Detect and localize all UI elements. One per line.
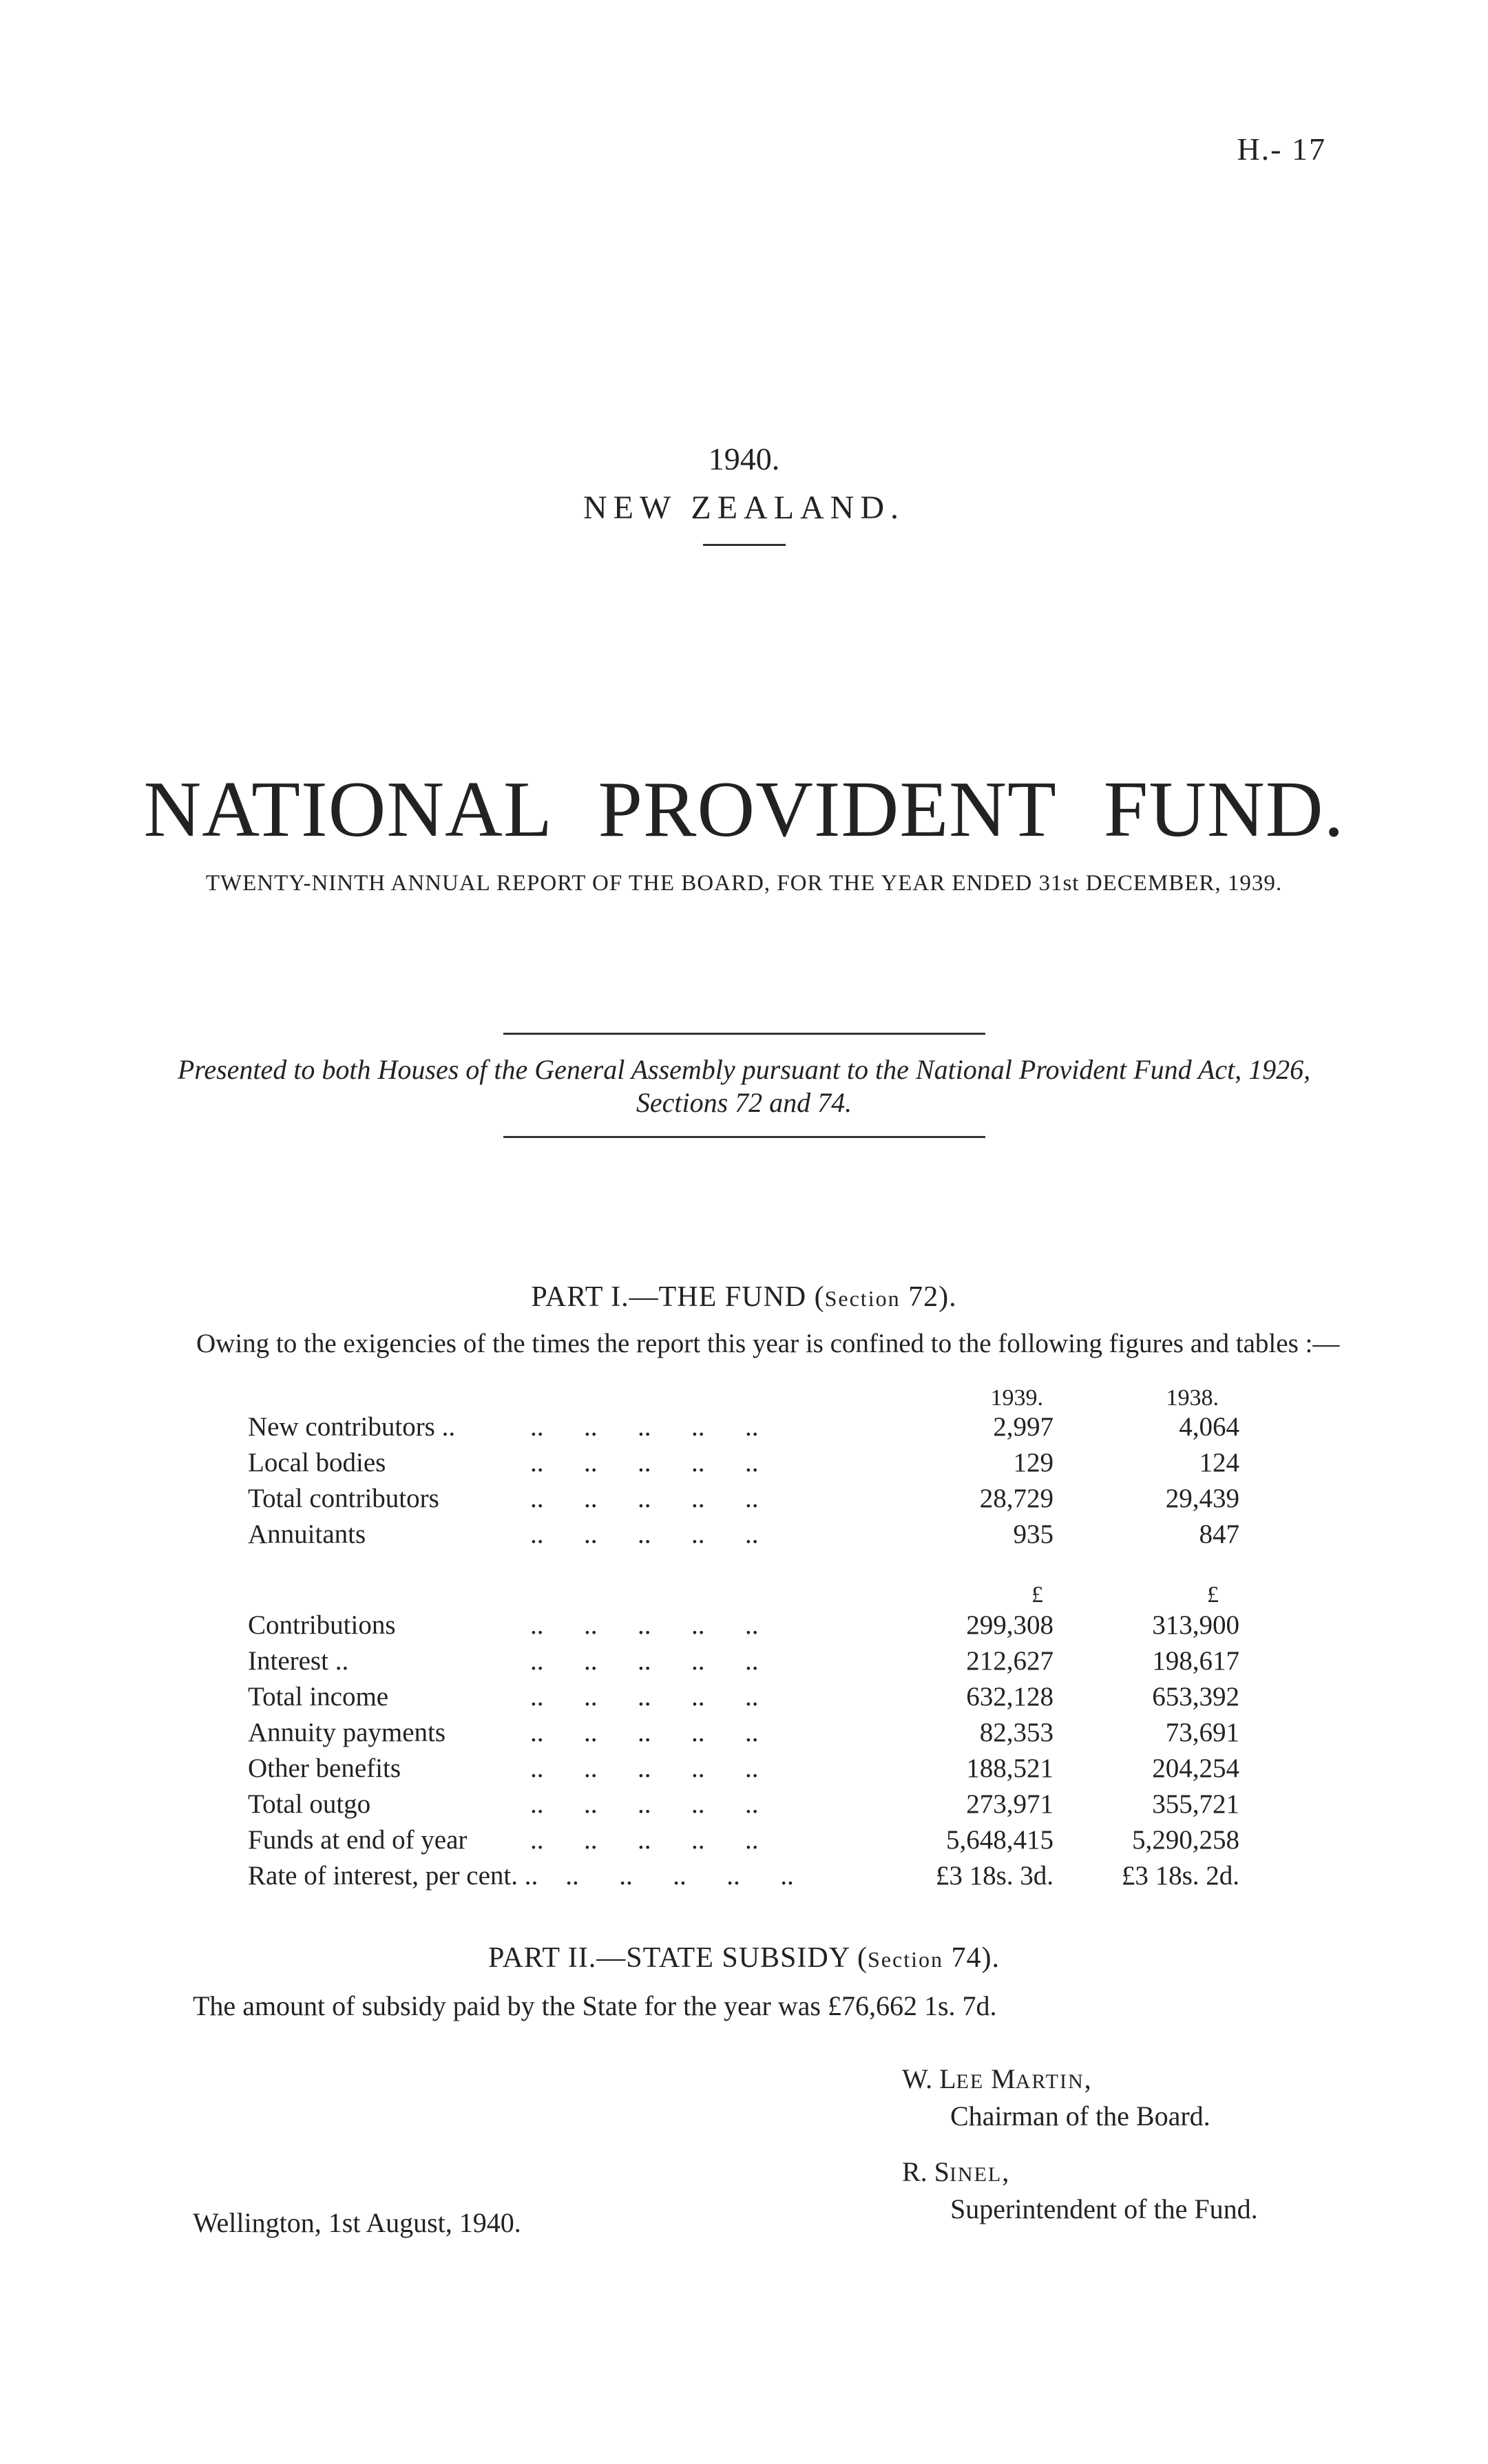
part-two-section: Section: [867, 1947, 943, 1972]
chairman-name-part1: EE: [956, 2070, 985, 2093]
row-leader-dots: .. .. .. .. ..: [530, 1789, 759, 1819]
row-value-1938: 73,691: [1165, 1718, 1239, 1747]
row-value-1938: 204,254: [1152, 1754, 1239, 1783]
divider-short: [703, 544, 786, 546]
presented-statement: [0, 1053, 1488, 1119]
row-label: Local bodies: [248, 1448, 386, 1477]
chairman-initial: W. L: [902, 2063, 956, 2094]
part-one-section: Section: [824, 1286, 901, 1311]
row-label: Total outgo: [248, 1789, 371, 1819]
row-label: Annuitants: [248, 1519, 366, 1549]
row-leader-dots: .. .. .. .. ..: [565, 1861, 794, 1891]
table1-col-1938: 1938.: [1166, 1385, 1219, 1411]
row-value-1939: £3 18s. 3d.: [935, 1861, 1054, 1891]
row-value-1938: 313,900: [1152, 1610, 1239, 1640]
table-row: [248, 1717, 1239, 1751]
row-label: Other benefits: [248, 1754, 401, 1783]
row-value-1939: 299,308: [966, 1610, 1054, 1640]
part-two-end: 74).: [943, 1942, 1000, 1974]
row-leader-dots: .. .. .. .. ..: [530, 1646, 759, 1676]
table-row: [248, 1753, 1239, 1787]
presented-line-2: Sections 72 and 74.: [636, 1087, 852, 1118]
presented-line-1: Presented to both Houses of the General Assembly pursuant to the National Provident Fund Act, 1926,: [177, 1054, 1311, 1085]
table-row: [248, 1860, 1239, 1895]
row-leader-dots: .. .. .. .. ..: [530, 1718, 759, 1747]
table-row: [248, 1789, 1239, 1823]
document-subtitle: TWENTY-NINTH ANNUAL REPORT OF THE BOARD, FOR THE YEAR ENDED 31st DECEMBER, 1939.: [205, 871, 1283, 896]
chairman-name-mid: M: [984, 2063, 1016, 2094]
row-value-1938: 653,392: [1152, 1682, 1239, 1712]
divider-bottom: [503, 1136, 985, 1138]
chairman-name-end: ,: [1084, 2063, 1091, 2094]
table-row: [248, 1483, 1239, 1517]
intro-paragraph: Owing to the exigencies of the times the report this year is confined to the following figures and tables :—: [196, 1329, 1340, 1358]
superintendent-name-part: INEL: [949, 2163, 1003, 2186]
part-one-end: 72).: [900, 1281, 957, 1313]
part-two-heading: [0, 1941, 1488, 1975]
row-label: Contributions: [248, 1610, 396, 1640]
row-value-1938: £3 18s. 2d.: [1121, 1861, 1239, 1891]
row-value-1939: 273,971: [966, 1789, 1054, 1819]
row-leader-dots: .. .. .. .. ..: [530, 1448, 759, 1477]
part-two-main: PART II.—STATE SUBSIDY (: [488, 1942, 868, 1974]
row-value-1938: 355,721: [1152, 1789, 1239, 1819]
row-leader-dots: .. .. .. .. ..: [530, 1519, 759, 1549]
row-label: Interest ..: [248, 1646, 349, 1676]
row-value-1939: 188,521: [966, 1754, 1054, 1783]
part-one-heading: [0, 1281, 1488, 1314]
table-row: [248, 1411, 1239, 1446]
row-leader-dots: .. .. .. .. ..: [530, 1754, 759, 1783]
table-row: [248, 1610, 1239, 1644]
row-leader-dots: .. .. .. .. ..: [530, 1610, 759, 1640]
table-row: [248, 1519, 1239, 1553]
signature-chairman: [902, 2062, 1211, 2134]
row-value-1939: 632,128: [966, 1682, 1054, 1712]
row-value-1938: 29,439: [1165, 1484, 1239, 1513]
chairman-name-part2: ARTIN: [1015, 2070, 1084, 2093]
superintendent-initial: R. S: [902, 2156, 950, 2187]
row-label: Total contributors: [248, 1484, 439, 1513]
superintendent-name: [902, 2155, 1258, 2192]
country-heading: NEW ZEALAND.: [583, 489, 905, 526]
divider-top: [503, 1033, 985, 1035]
row-value-1939: 82,353: [979, 1718, 1054, 1747]
row-value-1938: 124: [1199, 1448, 1239, 1477]
row-label: Funds at end of year: [248, 1825, 468, 1855]
row-value-1938: 5,290,258: [1132, 1825, 1239, 1855]
row-leader-dots: .. .. .. .. ..: [530, 1412, 759, 1442]
row-label: New contributors ..: [248, 1412, 456, 1442]
subsidy-statement: The amount of subsidy paid by the State for the year was £76,662 1s. 7d.: [193, 1990, 997, 2021]
table-row: [248, 1645, 1239, 1680]
table-row: [248, 1447, 1239, 1482]
row-label: Annuity payments: [248, 1718, 446, 1747]
table-row: [248, 1824, 1239, 1859]
row-value-1939: 5,648,415: [946, 1825, 1054, 1855]
row-leader-dots: .. .. .. .. ..: [530, 1484, 759, 1513]
report-year: 1940.: [708, 441, 780, 476]
row-leader-dots: .. .. .. .. ..: [530, 1682, 759, 1712]
row-value-1939: 212,627: [966, 1646, 1054, 1676]
row-label: Rate of interest, per cent. ..: [248, 1861, 538, 1891]
superintendent-title: Superintendent of the Fund.: [950, 2193, 1258, 2224]
row-value-1938: 4,064: [1179, 1412, 1239, 1442]
row-leader-dots: .. .. .. .. ..: [530, 1825, 759, 1855]
row-label: Total income: [248, 1682, 389, 1712]
chairman-name: [902, 2062, 1211, 2099]
row-value-1939: 129: [1013, 1448, 1054, 1477]
row-value-1939: 2,997: [993, 1412, 1054, 1442]
superintendent-name-end: ,: [1002, 2156, 1009, 2187]
page-reference: H.- 17: [1237, 131, 1326, 167]
row-value-1939: 935: [1013, 1519, 1054, 1549]
row-value-1938: 847: [1199, 1519, 1239, 1549]
table1-col-1939: 1939.: [990, 1385, 1043, 1411]
document-title: NATIONAL PROVIDENT FUND.: [143, 766, 1345, 854]
row-value-1938: 198,617: [1152, 1646, 1239, 1676]
place-and-date: Wellington, 1st August, 1940.: [193, 2207, 521, 2238]
table-row: [248, 1681, 1239, 1716]
signature-superintendent: [902, 2155, 1258, 2226]
table2-col-1938: £: [1207, 1582, 1219, 1608]
part-one-main: PART I.—THE FUND (: [531, 1281, 825, 1313]
row-value-1939: 28,729: [979, 1484, 1054, 1513]
chairman-title: Chairman of the Board.: [950, 2100, 1211, 2131]
table2-col-1939: £: [1031, 1582, 1043, 1608]
